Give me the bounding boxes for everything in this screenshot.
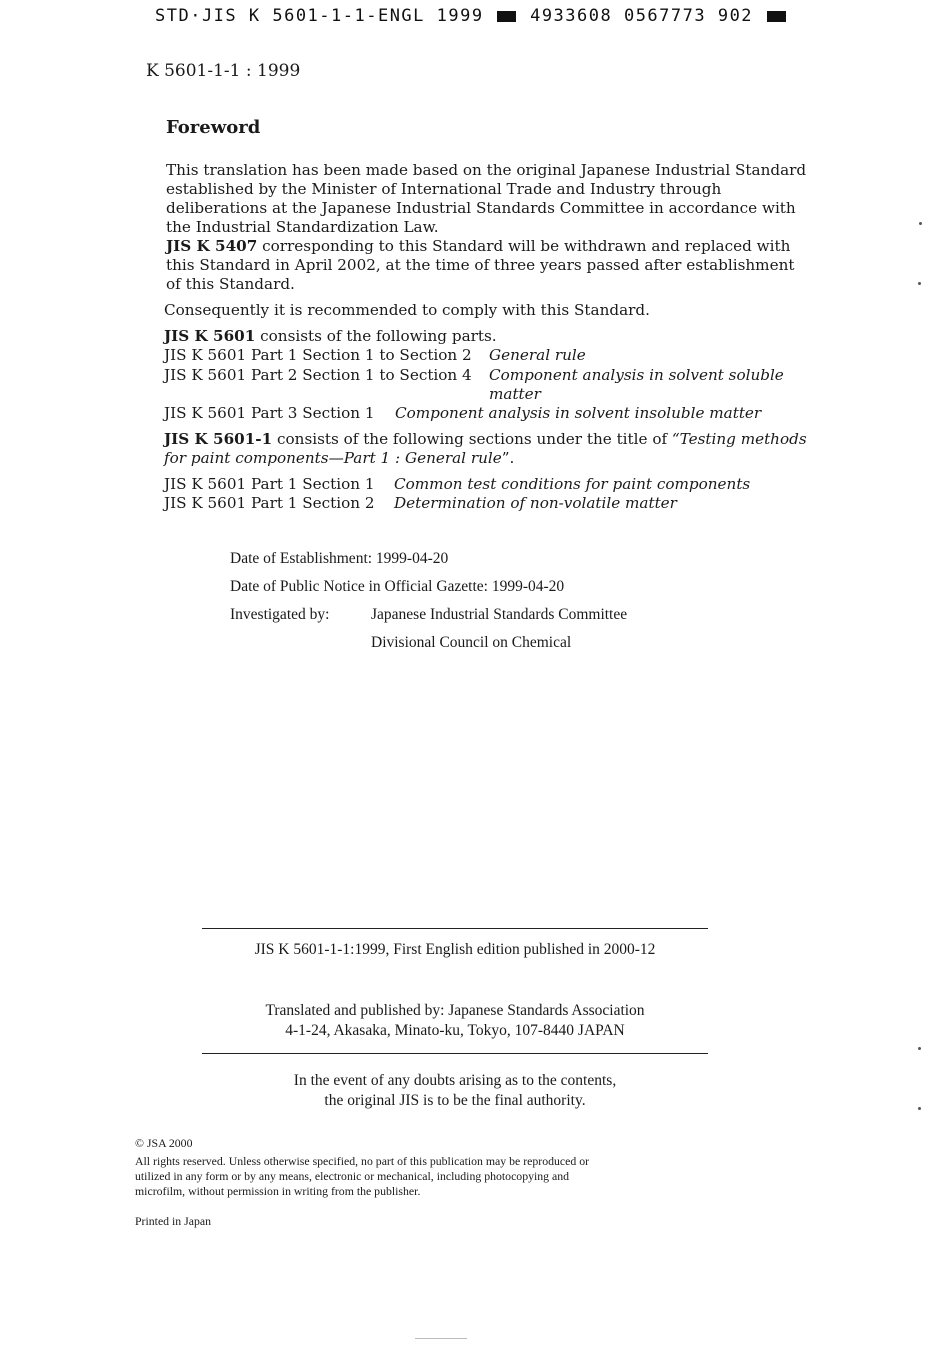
scan-speck xyxy=(918,1107,921,1110)
text-line: of this Standard. xyxy=(166,275,295,293)
title-span: “Testing methods xyxy=(671,430,807,448)
investigated-label: Investigated by: xyxy=(230,606,330,623)
foreword-paragraph-1 xyxy=(166,161,806,237)
sections-intro xyxy=(164,430,807,468)
part-ref: JIS K 5601 Part 1 Section 1 to Section 2 xyxy=(164,346,472,364)
foreword-heading: Foreword xyxy=(166,117,261,138)
text-line: deliberations at the Japanese Industrial Standards Committee in accordance with xyxy=(166,199,796,217)
standard-ref: JIS K 5601 xyxy=(164,327,256,345)
section-title: Determination of non-volatile matter xyxy=(394,494,677,512)
code-part-1: STD·JIS K 5601-1-1-ENGL 1999 xyxy=(155,6,484,26)
divider-bottom xyxy=(202,1053,708,1054)
part-title-continued: matter xyxy=(489,385,541,403)
scan-speck xyxy=(918,282,921,285)
section-ref: JIS K 5601 Part 1 Section 1 xyxy=(164,475,375,493)
printed-in: Printed in Japan xyxy=(135,1214,212,1228)
text-span: corresponding to this Standard will be withdrawn and replaced with xyxy=(257,237,791,255)
standard-ref: JIS K 5601-1 xyxy=(164,430,273,448)
section-ref: JIS K 5601 Part 1 Section 2 xyxy=(164,494,375,512)
date-of-public-notice: Date of Public Notice in Official Gazette: 1999-04-20 xyxy=(230,578,565,595)
scan-mark xyxy=(415,1338,467,1339)
foreword-paragraph-2 xyxy=(166,237,794,294)
part-ref: JIS K 5601 Part 3 Section 1 xyxy=(164,404,375,422)
divisional-council: Divisional Council on Chemical xyxy=(371,634,572,651)
investigated-by: Japanese Industrial Standards Committee xyxy=(371,606,628,623)
edition-line: JIS K 5601-1-1:1999, First English edition published in 2000-12 xyxy=(254,941,656,958)
part-ref: JIS K 5601 Part 2 Section 1 to Section 4 xyxy=(164,366,472,384)
text-line: This translation has been made based on the original Japanese Industrial Standard xyxy=(166,161,807,179)
part-title: General rule xyxy=(489,346,586,364)
divider-top xyxy=(202,928,708,929)
text-line: microfilm, without permission in writing from the publisher. xyxy=(135,1184,421,1198)
publisher-address: 4-1-24, Akasaka, Minato-ku, Tokyo, 107-8440 JAPAN xyxy=(285,1022,625,1039)
text-span: consists of the following sections under the title of xyxy=(272,430,672,448)
date-of-establishment: Date of Establishment: 1999-04-20 xyxy=(230,550,449,567)
text-line: All rights reserved. Unless otherwise specified, no part of this publication may be reproduced or xyxy=(135,1154,590,1168)
scan-speck xyxy=(919,222,922,225)
text-line: the Industrial Standardization Law. xyxy=(166,218,439,236)
standard-number: K 5601-1-1 : 1999 xyxy=(146,61,301,81)
text-span: consists of the following parts. xyxy=(255,327,497,345)
text-line: established by the Minister of International Trade and Industry through xyxy=(166,180,722,198)
text-span: ”. xyxy=(501,449,515,467)
standard-ref: JIS K 5407 xyxy=(166,237,258,255)
text-line: utilized in any form or by any means, electronic or mechanical, including photocopying and xyxy=(135,1169,570,1183)
parts-intro xyxy=(164,327,497,345)
text-line: this Standard in April 2002, at the time of three years passed after establishment xyxy=(166,256,795,274)
copyright-symbol-line: © JSA 2000 xyxy=(135,1136,193,1150)
foreword-paragraph-3: Consequently it is recommended to comply with this Standard. xyxy=(164,301,650,319)
document-code-header xyxy=(155,6,788,26)
translated-by-line: Translated and published by: Japanese Standards Association xyxy=(265,1002,645,1019)
rights-statement xyxy=(135,1154,775,1199)
code-part-2: 4933608 0567773 902 xyxy=(530,6,754,26)
authority-line-1: In the event of any doubts arising as to the contents, xyxy=(293,1072,617,1089)
section-title: Common test conditions for paint components xyxy=(394,475,751,493)
title-span: for paint components—Part 1 : General rule xyxy=(164,449,502,467)
part-title: Component analysis in solvent insoluble matter xyxy=(395,404,762,422)
barcode-block-1 xyxy=(497,11,516,22)
barcode-block-2 xyxy=(767,11,786,22)
authority-line-2: the original JIS is to be the final authority. xyxy=(324,1092,586,1109)
part-title: Component analysis in solvent soluble xyxy=(489,366,784,384)
scan-speck xyxy=(918,1047,921,1050)
